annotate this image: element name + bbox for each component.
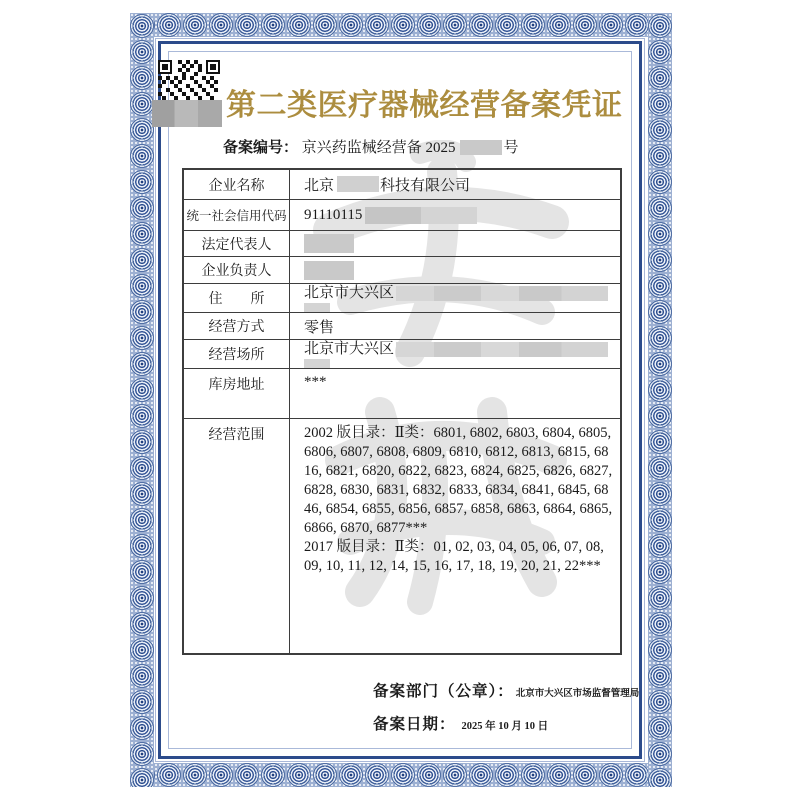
value-prefix: 北京市大兴区 bbox=[304, 341, 395, 357]
row-value bbox=[290, 284, 620, 312]
scope-2002: 2002 版目录：Ⅱ类：6801, 6802, 6803, 6804, 6805, 6806, 6807, 6808, 6809, 6810, 6812, 6813, 6815, 6816, 6821, 6820, 6822, 6823, 6824, 6825, 6826, 6827, 6828, 6830, 6831, 6832, 6833, 6834, 6841, 6845, 6846, 6854, 6855, 6856, 6857, 6858, 6863, 6864, 6865, 6866, 6870, 6877*** bbox=[304, 425, 613, 536]
row-label: 经营范围 bbox=[184, 419, 290, 653]
record-number-suffix: 号 bbox=[503, 140, 519, 156]
table-row-company-name bbox=[184, 170, 620, 200]
record-number-label: 备案编号： bbox=[223, 140, 299, 156]
filing-date-line bbox=[373, 712, 548, 734]
row-label: 经营方式 bbox=[184, 313, 290, 339]
redaction-block bbox=[460, 140, 502, 155]
certificate-table bbox=[182, 168, 622, 655]
border-band-bottom bbox=[130, 763, 672, 787]
record-number-prefix: 京兴药监械经营备 2025 bbox=[301, 140, 456, 156]
redaction-block bbox=[304, 261, 354, 280]
row-label: 经营场所 bbox=[184, 340, 290, 368]
filing-department-value: 北京市大兴区市场监督管理局 bbox=[515, 689, 640, 699]
row-label: 企业负责人 bbox=[184, 257, 290, 283]
row-label: 法定代表人 bbox=[184, 231, 290, 256]
redaction-block bbox=[337, 176, 379, 192]
redaction-block bbox=[396, 286, 608, 301]
table-row-business-scope bbox=[184, 419, 620, 653]
row-label: 库房地址 bbox=[184, 369, 290, 418]
certificate-title: 第二类医疗器械经营备案凭证 bbox=[226, 89, 623, 122]
row-value bbox=[290, 231, 620, 256]
row-label: 住 所 bbox=[184, 284, 290, 312]
redaction-block-qr bbox=[152, 100, 222, 127]
table-row-business-mode bbox=[184, 313, 620, 340]
row-value bbox=[290, 340, 620, 368]
row-value bbox=[290, 257, 620, 283]
row-value bbox=[290, 200, 620, 230]
scope-2017: 2017 版目录：Ⅱ类：01, 02, 03, 04, 05, 06, 07, 08, 09, 10, 11, 12, 14, 15, 16, 17, 18, 19, 20, 21, 22*** bbox=[304, 539, 604, 574]
row-label: 企业名称 bbox=[184, 170, 290, 199]
border-band-left bbox=[130, 13, 154, 787]
redaction-block bbox=[304, 234, 354, 253]
redaction-block bbox=[396, 342, 608, 357]
table-row-credit-code bbox=[184, 200, 620, 231]
row-value bbox=[290, 419, 620, 653]
filing-date-value: 2025 年 10 月 10 日 bbox=[461, 721, 549, 732]
redaction-block bbox=[304, 359, 330, 368]
filing-date-label: 备案日期： bbox=[373, 716, 456, 733]
row-value: 零售 bbox=[304, 319, 335, 336]
filing-department-label: 备案部门（公章）： bbox=[373, 683, 514, 700]
value-prefix: 北京 bbox=[304, 178, 335, 194]
value-suffix: 科技有限公司 bbox=[380, 178, 471, 194]
row-label: 统一社会信用代码 bbox=[184, 200, 290, 230]
row-value bbox=[290, 170, 620, 199]
table-row-company-manager bbox=[184, 257, 620, 284]
record-number-line bbox=[223, 136, 519, 157]
redaction-block bbox=[365, 207, 477, 224]
redaction-block bbox=[304, 303, 330, 312]
table-row-residence bbox=[184, 284, 620, 313]
value-prefix: 北京市大兴区 bbox=[304, 285, 395, 301]
border-band-top bbox=[130, 13, 672, 37]
table-row-business-premises bbox=[184, 340, 620, 369]
filing-department-line bbox=[373, 679, 639, 701]
row-value: *** bbox=[304, 374, 327, 390]
value-prefix: 91110115 bbox=[304, 206, 363, 223]
table-row-warehouse-address bbox=[184, 369, 620, 419]
table-row-legal-representative bbox=[184, 231, 620, 257]
border-band-right bbox=[648, 13, 672, 787]
